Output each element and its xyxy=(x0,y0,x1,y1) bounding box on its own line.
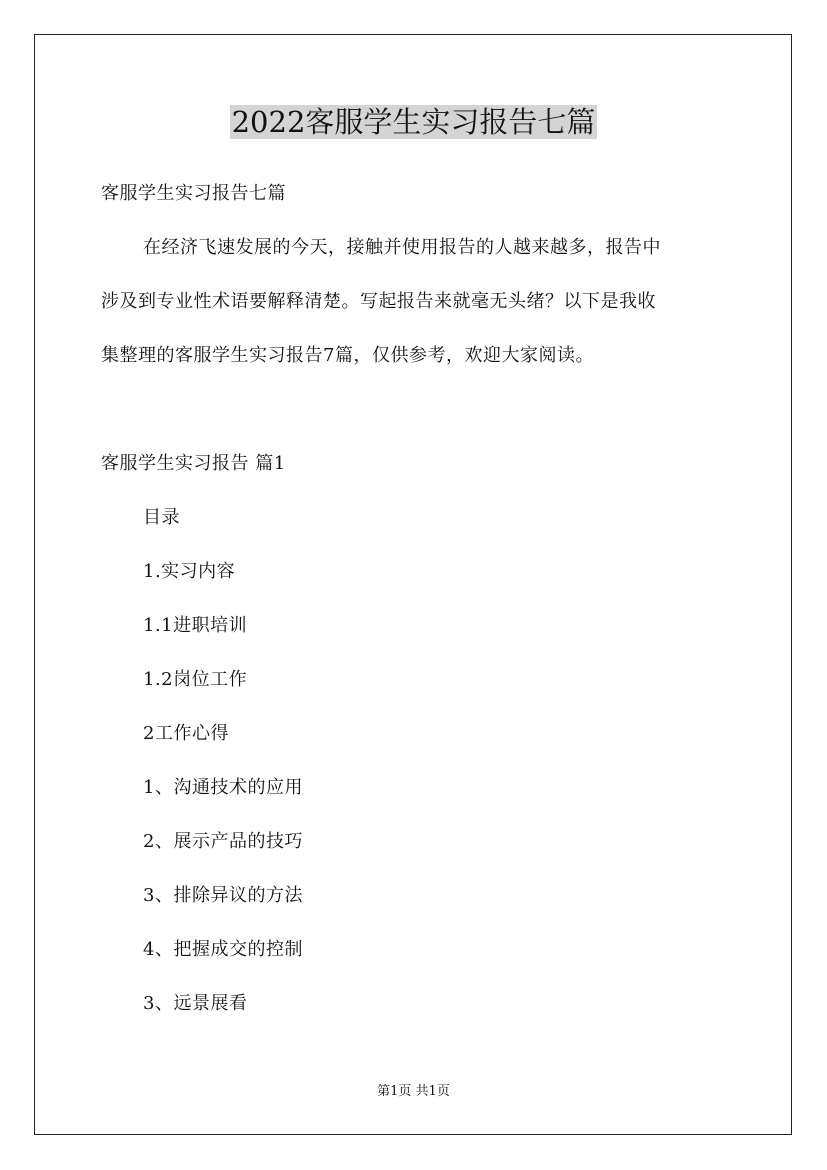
section-heading: 客服学生实习报告 篇1 xyxy=(101,453,286,474)
intro-line-2: 涉及到专业性术语要解释清楚。写起报告来就毫无头绪？以下是我收 xyxy=(101,291,656,312)
toc-item: 3、排除异议的方法 xyxy=(143,885,303,906)
toc-item: 1.实习内容 xyxy=(143,561,236,582)
toc-item: 1.2岗位工作 xyxy=(143,669,248,690)
intro-line-3: 集整理的客服学生实习报告7篇，仅供参考，欢迎大家阅读。 xyxy=(101,345,594,366)
toc-item: 1、沟通技术的应用 xyxy=(143,777,303,798)
toc-item: 2工作心得 xyxy=(143,723,229,744)
toc-item: 2、展示产品的技巧 xyxy=(143,831,303,852)
page-footer: 第1页 共1页 xyxy=(377,1084,450,1099)
document-title: 2022客服学生实习报告七篇 xyxy=(231,105,596,139)
toc-item: 3、远景展看 xyxy=(143,993,248,1014)
intro-line-1: 在经济飞速发展的今天，接触并使用报告的人越来越多，报告中 xyxy=(143,237,661,258)
toc-item: 1.1进职培训 xyxy=(143,615,248,636)
toc-item: 4、把握成交的控制 xyxy=(143,939,303,960)
toc-item: 目录 xyxy=(143,507,180,528)
subtitle: 客服学生实习报告七篇 xyxy=(101,183,286,204)
